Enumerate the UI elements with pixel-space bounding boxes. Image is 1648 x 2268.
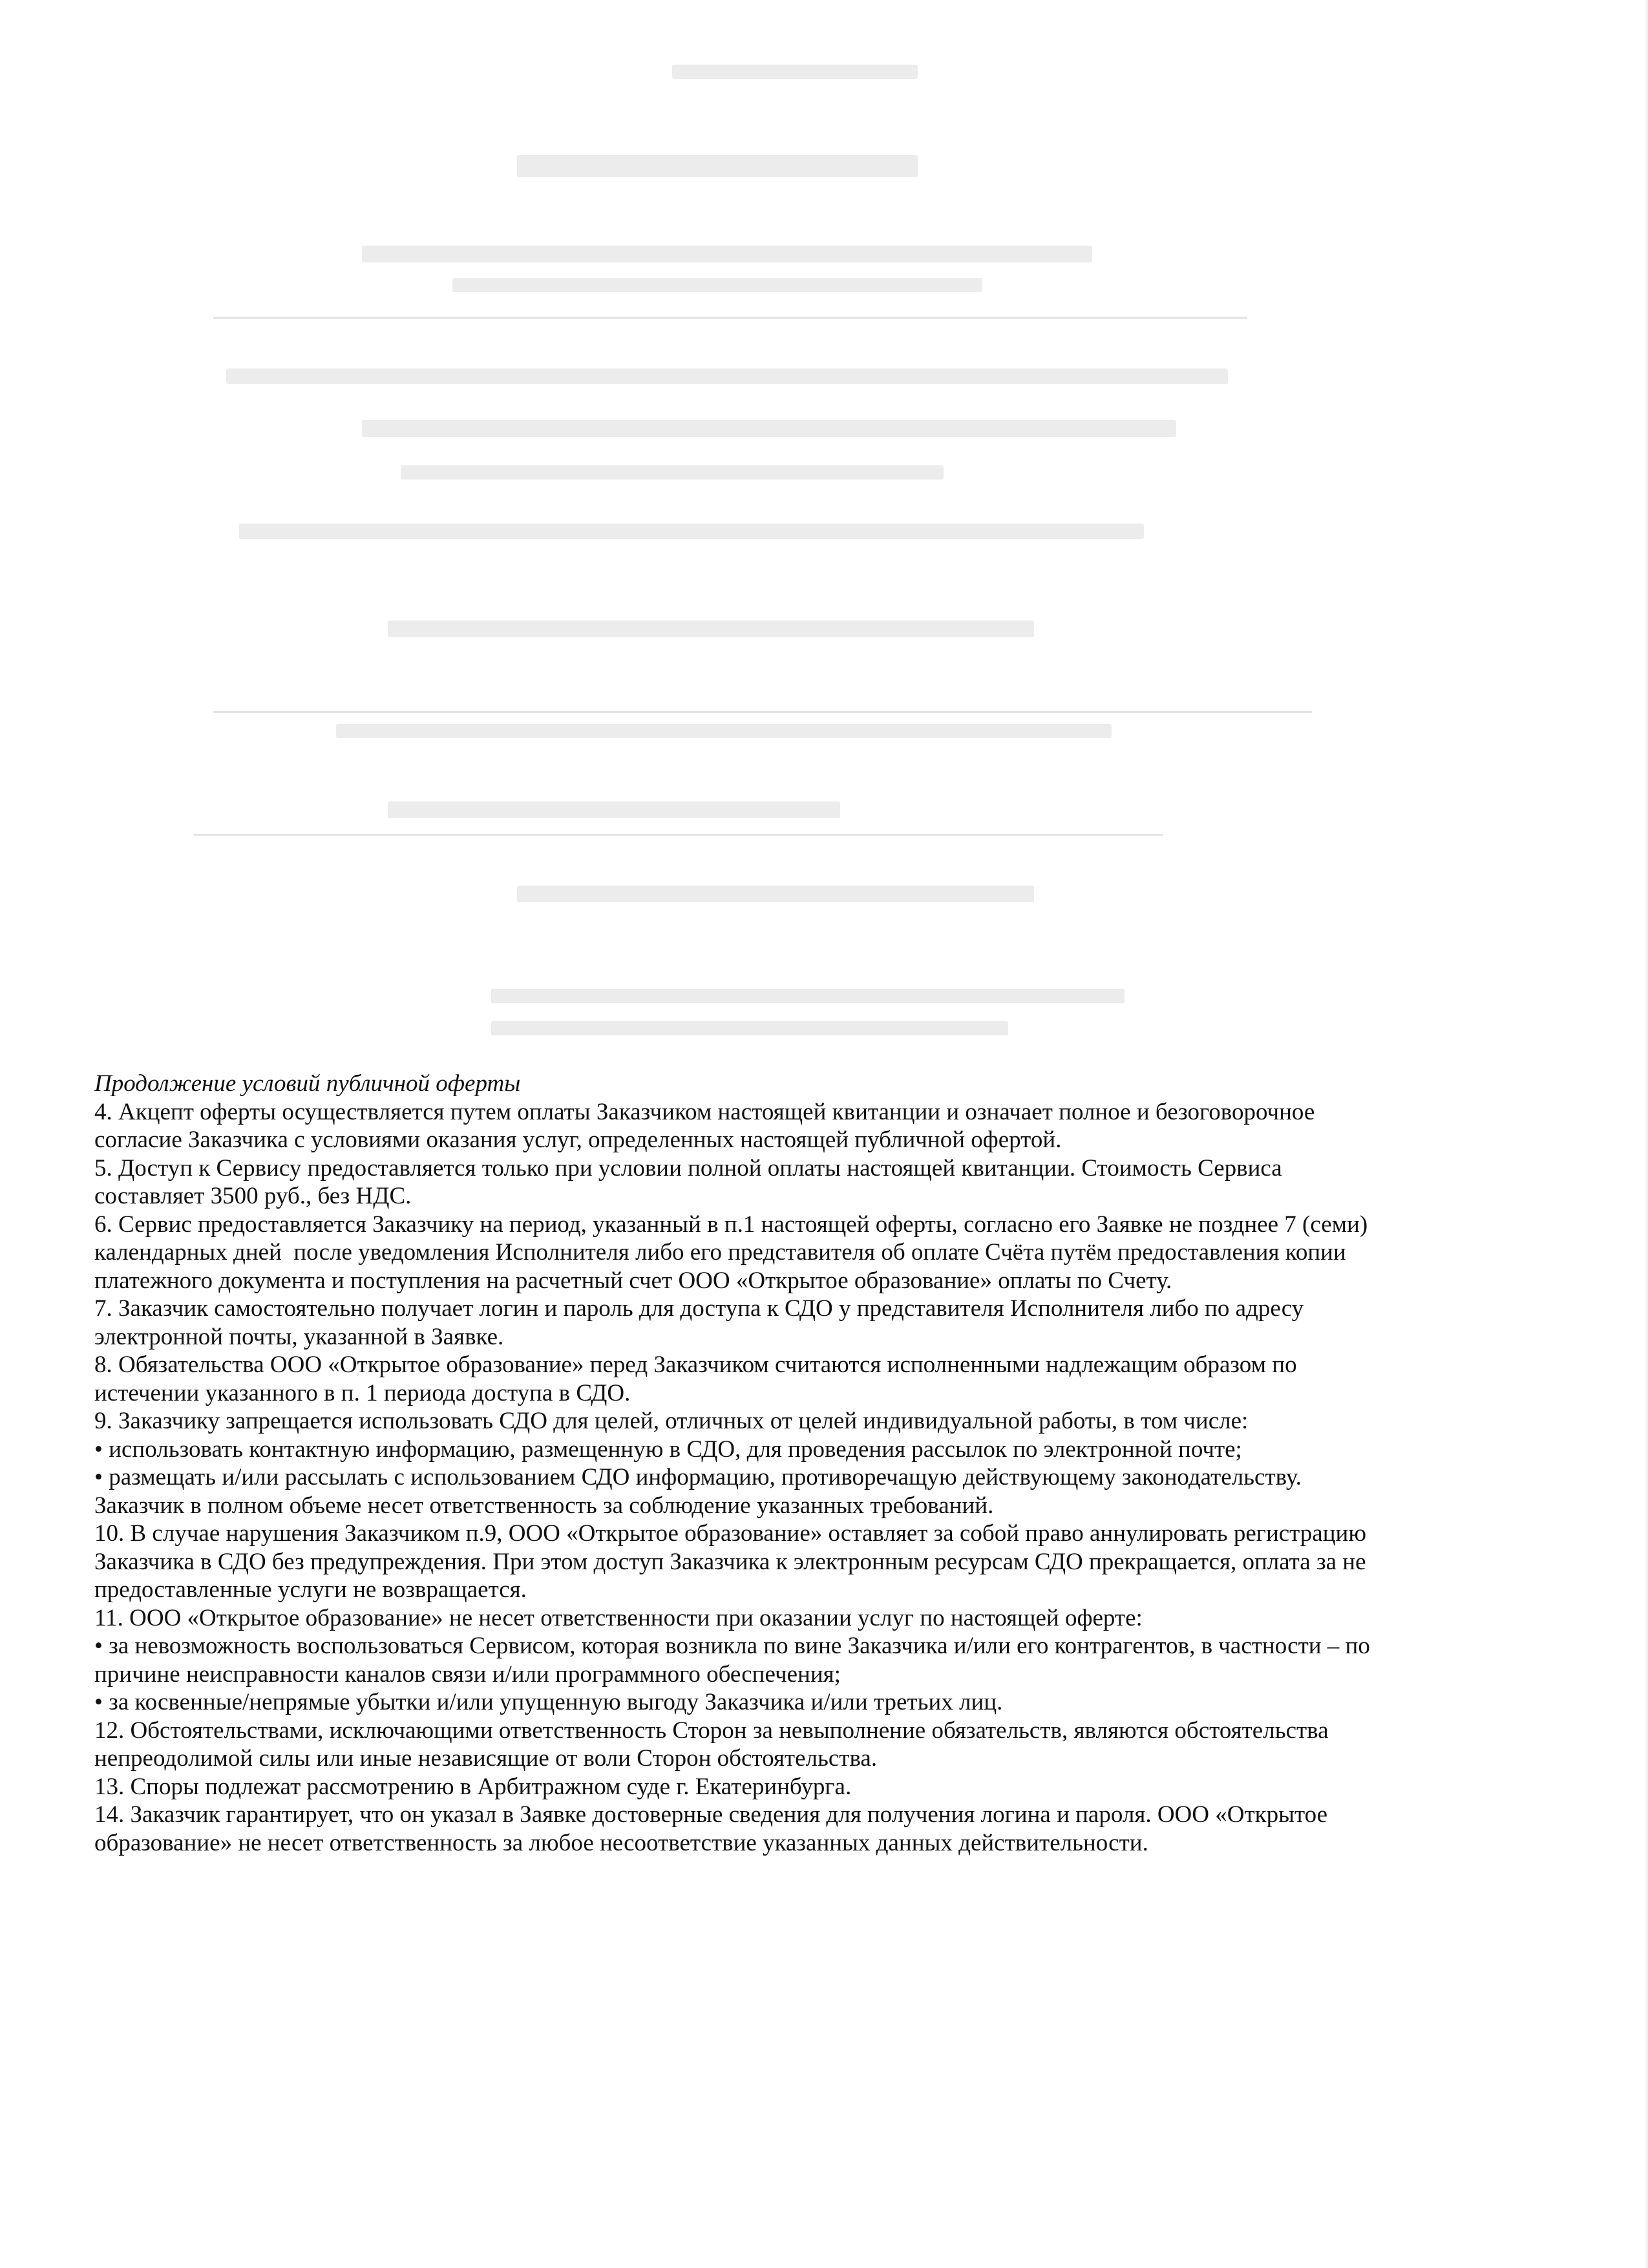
clause-line: истечении указанного в п. 1 периода доступа в СДО. xyxy=(94,1379,631,1406)
clause-line: 7. Заказчик самостоятельно получает логин и пароль для доступа к СДО у представителя Исполнителя либо по адресу xyxy=(94,1295,1304,1322)
clause-line: 6. Сервис предоставляется Заказчику на период, указанный в п.1 настоящей оферты, согласно его Заявке не позднее 7 (семи) xyxy=(94,1211,1368,1238)
clause-line: 13. Споры подлежат рассмотрению в Арбитражном суде г. Екатеринбурга. xyxy=(94,1773,852,1800)
section-heading: Продолжение условий публичной оферты xyxy=(94,1070,521,1097)
clause-line: 14. Заказчик гарантирует, что он указал в Заявке достоверные сведения для получения логина и пароля. ООО «Открытое xyxy=(94,1801,1328,1828)
clause-line: 5. Доступ к Сервису предоставляется только при условии полной оплаты настоящей квитанции. Стоимость Сервиса xyxy=(94,1154,1282,1182)
clause-line: 9. Заказчику запрещается использовать СДО для целей, отличных от целей индивидуальной работы, в том числе: xyxy=(94,1408,1249,1434)
clause-line: причине неисправности каналов связи и/или программного обеспечения; xyxy=(94,1660,841,1688)
offer-terms-text xyxy=(94,1070,1561,1857)
bullet-line: • за невозможность воспользоваться Сервисом, которая возникла по вине Заказчика и/или его контрагентов, в частности – по xyxy=(94,1633,1370,1659)
clause-line: электронной почты, указанной в Заявке. xyxy=(94,1323,504,1350)
clause-line: 8. Обязательства ООО «Открытое образование» перед Заказчиком считаются исполненными надлежащим образом по xyxy=(94,1351,1297,1378)
clause-line: 10. В случае нарушения Заказчиком п.9, ООО «Открытое образование» оставляет за собой право аннулировать регистрацию xyxy=(94,1520,1366,1547)
bullet-line: • использовать контактную информацию, размещенную в СДО, для проведения рассылок по электронной почте; xyxy=(94,1436,1242,1463)
reverse-side-bleed-through xyxy=(0,0,1648,1073)
clause-line: 4. Акцепт оферты осуществляется путем оплаты Заказчиком настоящей квитанции и означает полное и безоговорочное xyxy=(94,1098,1315,1125)
clause-line: образование» не несет ответственность за любое несоответствие указанных данных действительности. xyxy=(94,1829,1148,1856)
scan-edge-shadow xyxy=(1644,0,1648,2268)
clause-line: 12. Обстоятельствами, исключающими ответственность Сторон за невыполнение обязательств, являются обстоятельства xyxy=(94,1717,1329,1744)
clause-line: календарных дней после уведомления Исполнителя либо его представителя об оплате Счёта путём предоставления копии xyxy=(94,1239,1346,1266)
clause-line: согласие Заказчика с условиями оказания услуг, определенных настоящей публичной офертой. xyxy=(94,1127,1062,1153)
clause-line: 11. ООО «Открытое образование» не несет ответственности при оказании услуг по настоящей оферте: xyxy=(94,1604,1143,1631)
bullet-line: • размещать и/или рассылать с использованием СДО информацию, противоречащую действующему законодательству. xyxy=(94,1464,1302,1490)
clause-line: составляет 3500 руб., без НДС. xyxy=(94,1183,412,1209)
clause-line: Заказчик в полном объеме несет ответственность за соблюдение указанных требований. xyxy=(94,1492,994,1519)
clause-line: предоставленные услуги не возвращается. xyxy=(94,1576,527,1603)
bullet-line: • за косвенные/непрямые убытки и/или упущенную выгоду Заказчика и/или третьих лиц. xyxy=(94,1689,1003,1715)
clause-line: Заказчика в СДО без предупреждения. При этом доступ Заказчика к электронным ресурсам СДО прекращается, оплата за не xyxy=(94,1548,1366,1575)
clause-line: непреодолимой силы или иные независящие от воли Сторон обстоятельства. xyxy=(94,1745,878,1772)
clause-line: платежного документа и поступления на расчетный счет ООО «Открытое образование» оплаты по Счету. xyxy=(94,1267,1172,1294)
